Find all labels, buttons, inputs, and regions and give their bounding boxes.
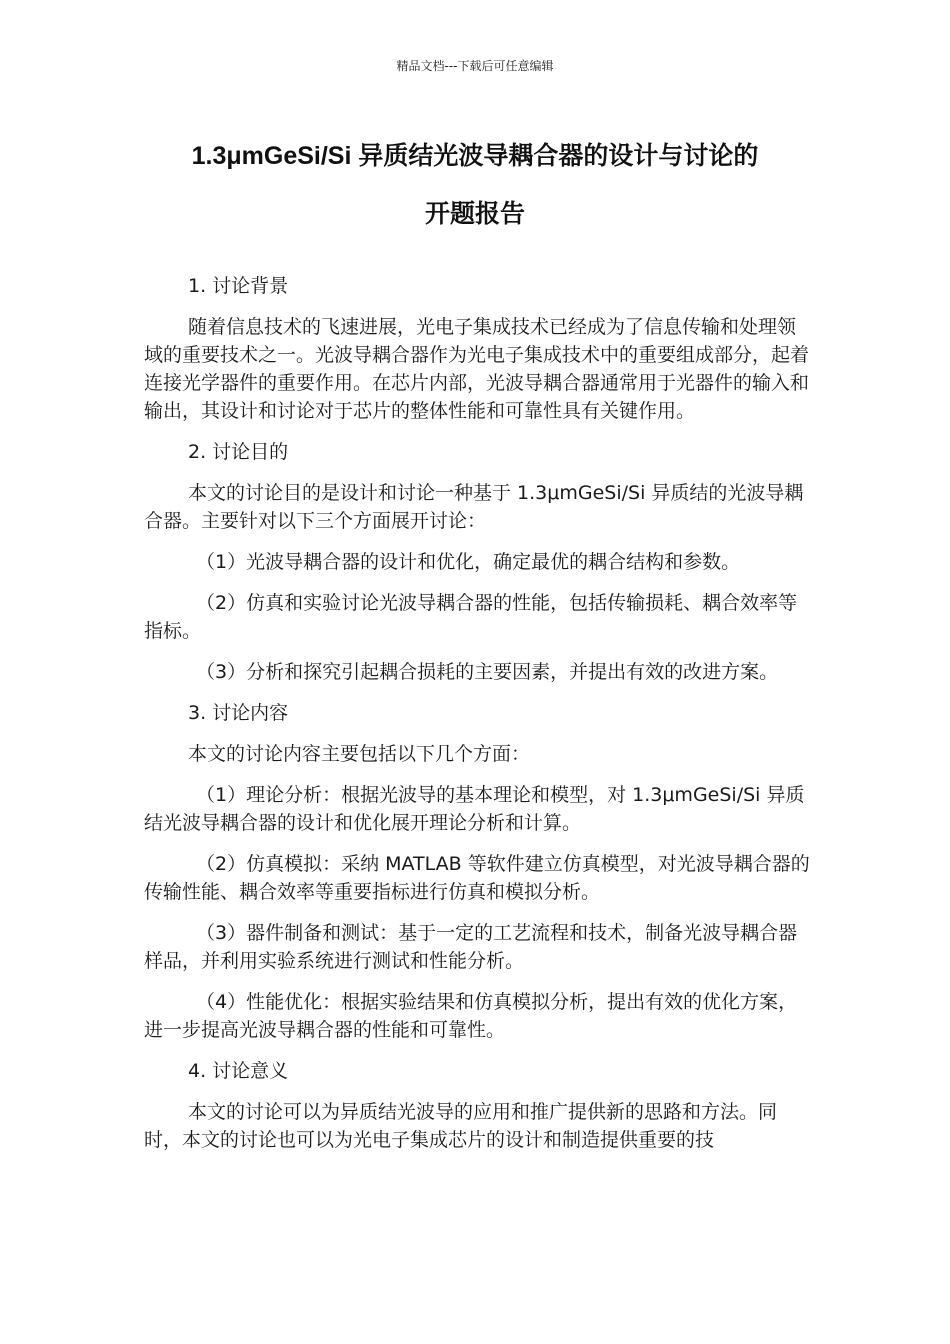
section-heading-purpose: 2. 讨论目的 [188,441,289,463]
section-heading-significance: 4. 讨论意义 [188,1060,289,1082]
section-heading-background: 1. 讨论背景 [188,275,289,297]
purpose-item-3: （3）分析和探究引起耦合损耗的主要因素，并提出有效的改进方案。 [196,661,779,683]
background-paragraph: 随着信息技术的飞速进展，光电子集成技术已经成为了信息传输和处理领域的重要技术之一。光波导耦合器作为光电子集成技术中的重要组成部分，起着连接光学器件的重要作用。在芯片内部，光波导耦合器通常用于光器件的输入和输出，其设计和讨论对于芯片的整体性能和可靠性具有关键作用。 [144,316,810,422]
purpose-item-2: （2）仿真和实验讨论光波导耦合器的性能，包括传输损耗、耦合效率等指标。 [144,592,798,642]
section-heading-content: 3. 讨论内容 [188,702,289,724]
content-item-1: （1）理论分析：根据光波导的基本理论和模型，对 1.3μmGeSi/Si 异质结光波导耦合器的设计和优化展开理论分析和计算。 [144,784,805,834]
significance-paragraph: 本文的讨论可以为异质结光波导的应用和推广提供新的思路和方法。同时，本文的讨论也可以为光电子集成芯片的设计和制造提供重要的技 [144,1101,778,1151]
document-title-line-2: 开题报告 [424,200,525,228]
purpose-item-1: （1）光波导耦合器的设计和优化，确定最优的耦合结构和参数。 [196,551,741,573]
content-paragraph: 本文的讨论内容主要包括以下几个方面： [188,743,531,765]
header-note: 精品文档---下载后可任意编辑 [396,59,554,73]
content-item-3: （3）器件制备和测试：基于一定的工艺流程和技术，制备光波导耦合器样品，并利用实验系统进行测试和性能分析。 [144,922,798,972]
document-body [144,272,814,1167]
purpose-paragraph: 本文的讨论目的是设计和讨论一种基于 1.3μmGeSi/Si 异质结的光波导耦合器。主要针对以下三个方面展开讨论： [144,482,804,532]
content-item-4: （4）性能优化：根据实验结果和仿真模拟分析，提出有效的优化方案，进一步提高光波导耦合器的性能和可靠性。 [144,991,798,1041]
content-item-2: （2）仿真模拟：采纳 MATLAB 等软件建立仿真模型，对光波导耦合器的传输性能、耦合效率等重要指标进行仿真和模拟分析。 [144,853,810,903]
document-title-line-1: 1.3μmGeSi/Si 异质结光波导耦合器的设计与讨论的 [191,142,759,170]
